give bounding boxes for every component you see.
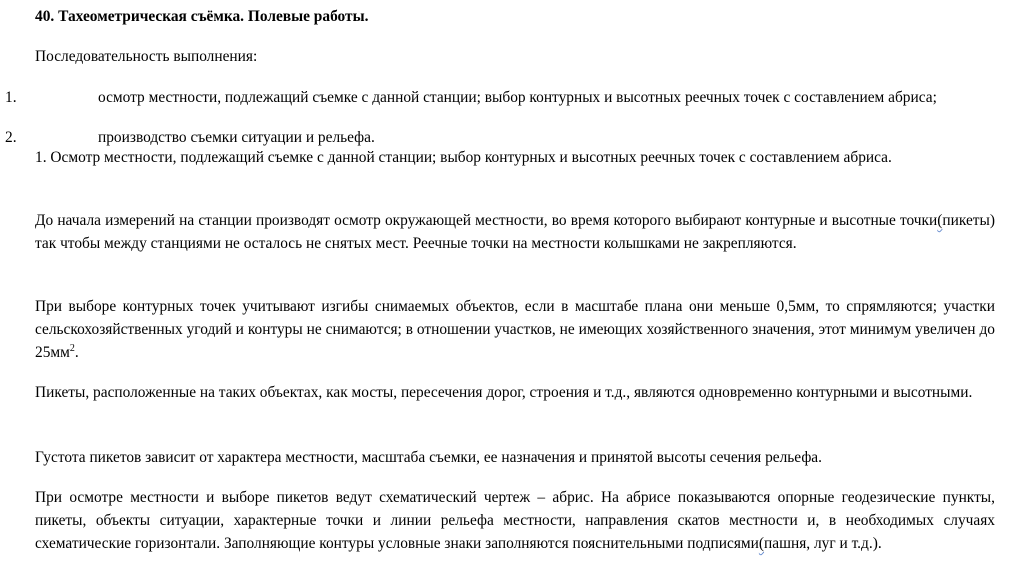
spellcheck-mark: ( xyxy=(758,535,765,552)
paragraph-contour-points xyxy=(35,295,995,364)
spellcheck-mark: ( xyxy=(937,212,943,229)
step-item-1 xyxy=(0,88,995,108)
step-number: 2. xyxy=(5,129,17,146)
paragraph-pickets: Пикеты, расположенные на таких объектах, как мосты, пересечения дорог, строения и т.д., являются одновременно контурными и высотными. xyxy=(35,384,973,401)
paragraph-picket-density: Густота пикетов зависит от характера местности, масштаба съемки, ее назначения и принятой высоты сечения рельефа. xyxy=(35,449,822,466)
paragraph-text: пикеты) так чтобы между станциями не осталось не снятых мест. Реечные точки на местности колышками не закрепляются. xyxy=(35,212,995,252)
paragraph-text: . xyxy=(74,344,79,361)
paragraph-text: До начала измерений на станции производят осмотр окружающей местности, во время которого выбирают контурные и высотные точки xyxy=(35,212,938,229)
paragraph-text: пашня, луг и т.д.). xyxy=(764,535,882,552)
step-text: осмотр местности, подлежащий съемке с данной станции; выбор контурных и высотных реечных точек с составлением абриса; xyxy=(98,89,937,106)
step-text: производство съемки ситуации и рельефа. xyxy=(98,129,375,146)
step-item-2 xyxy=(0,128,995,148)
superscript: 2 xyxy=(69,342,75,354)
paragraph-text: При выборе контурных точек учитывают изгибы снимаемых объектов, если в масштабе плана они меньше 0,5мм, то спрямляются; участки сельскохозяйственных угодий и контуры не снимаются; в отношении участков, не имеющих хозяйственного значения, этот минимум увеличен до 25мм xyxy=(35,298,995,361)
section-1-heading: 1. Осмотр местности, подлежащий съемке с данной станции; выбор контурных и высотных реечных точек с составлением абриса. xyxy=(35,149,892,166)
paragraph-sketch xyxy=(35,486,995,555)
document-title: 40. Тахеометрическая съёмка. Полевые работы. xyxy=(35,8,369,25)
sequence-intro: Последовательность выполнения: xyxy=(35,48,258,65)
paragraph-text: При осмотре местности и выборе пикетов ведут схематический чертеж – абрис. На абрисе показываются опорные геодезические пункты, пикеты, объекты ситуации, характерные точки и линии рельефа местности, направления скатов местности и, в необходимых случаях схематические горизонтали. Заполняющие контуры условные знаки заполняются пояснительными подписями xyxy=(35,489,995,552)
step-number: 1. xyxy=(5,89,17,106)
paragraph-survey-inspection xyxy=(35,209,995,255)
